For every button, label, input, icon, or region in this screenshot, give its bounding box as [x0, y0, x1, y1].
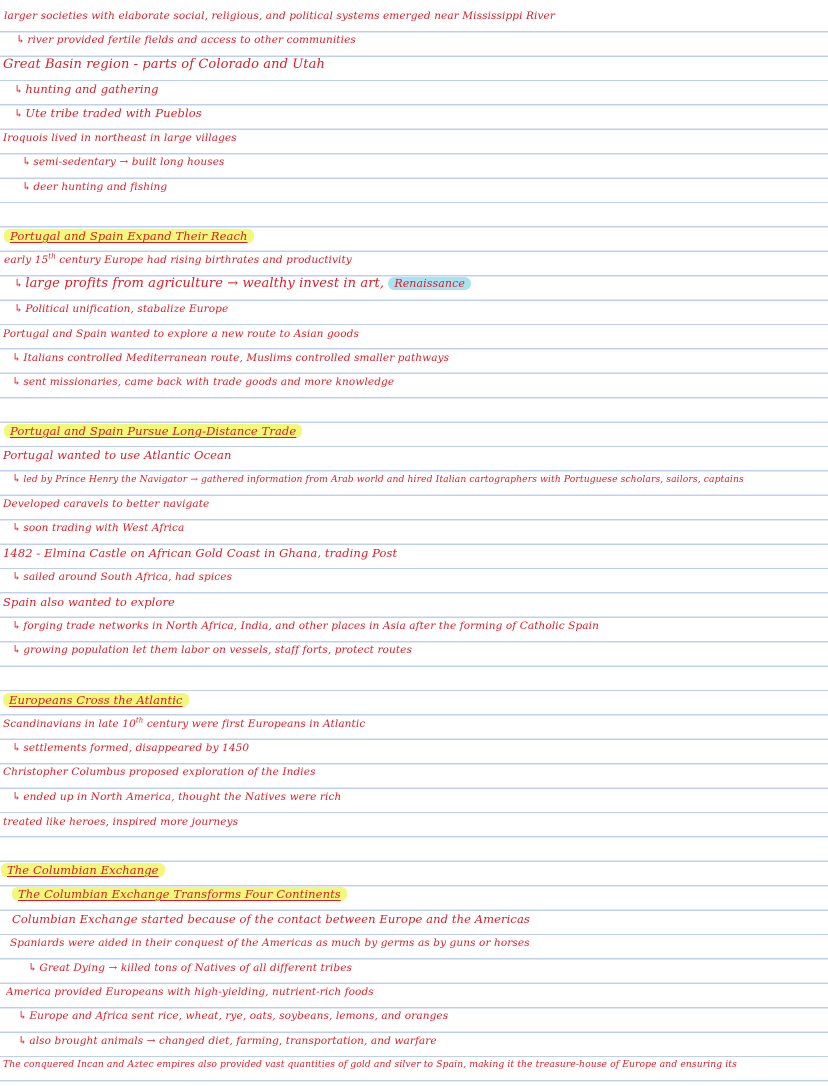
- sub-arrow-icon: ↳: [14, 302, 24, 315]
- note-text: Iroquois lived in northeast in large villages: [3, 132, 237, 144]
- note-line: [3, 55, 828, 75]
- note-line: [3, 1055, 828, 1075]
- note-line: [12, 518, 828, 538]
- note-line: [18, 1006, 828, 1026]
- note-text: Columbian Exchange started because of the contact between Europe and the Americas: [12, 912, 530, 926]
- sub-arrow-icon: ↳: [12, 472, 22, 485]
- section-heading: [3, 690, 828, 710]
- note-text: river provided fertile fields and access to other communities: [27, 34, 356, 46]
- note-text: sailed around South Africa, had spices: [23, 571, 233, 583]
- note-text: deer hunting and fishing: [33, 181, 168, 193]
- sub-arrow-icon: ↳: [28, 961, 38, 974]
- sub-arrow-icon: ↳: [14, 277, 24, 290]
- sub-arrow-icon: ↳: [22, 155, 32, 168]
- note-text: Spaniards were aided in their conquest of the Americas as much by germs as by guns or horses: [10, 937, 530, 949]
- note-text: Christopher Columbus proposed exploration of the Indies: [3, 766, 316, 778]
- note-line: [12, 909, 828, 929]
- note-text: ended up in North America, thought the Natives were rich: [23, 791, 342, 803]
- note-text: soon trading with West Africa: [23, 522, 185, 534]
- note-text: led by Prince Henry the Navigator → gathered information from Arab world and hired Italian cartographers with Portuguese scholars, sailors, captains: [23, 474, 744, 485]
- note-line: [12, 738, 828, 758]
- sub-arrow-icon: ↳: [12, 570, 22, 583]
- note-text: early 15: [4, 254, 49, 266]
- note-line: [6, 982, 828, 1002]
- note-line: [3, 762, 828, 782]
- note-line: [3, 445, 828, 465]
- heading-text: Portugal and Spain Expand Their Reach: [4, 229, 254, 243]
- note-line: [14, 79, 828, 99]
- section-heading: [1, 860, 828, 880]
- note-line: [3, 128, 828, 148]
- sub-arrow-icon: ↳: [14, 83, 24, 96]
- highlight-renaissance: Renaissance: [388, 277, 471, 290]
- sub-arrow-icon: ↳: [18, 1034, 28, 1047]
- note-text: larger societies with elaborate social, religious, and political systems emerged near Mississippi River: [4, 10, 555, 22]
- sub-arrow-icon: ↳: [12, 790, 22, 803]
- note-line: [18, 1031, 828, 1051]
- note-text: century Europe had rising birthrates and productivity: [55, 254, 352, 266]
- note-text: Scandinavians in late 10: [3, 718, 136, 730]
- subsection-heading: [12, 884, 828, 904]
- note-line: [10, 933, 828, 953]
- note-line: [22, 177, 828, 197]
- sub-arrow-icon: ↳: [12, 741, 22, 754]
- note-text: Europe and Africa sent rice, wheat, rye, oats, soybeans, lemons, and oranges: [29, 1010, 449, 1022]
- section-heading: [4, 226, 828, 246]
- note-line: [12, 616, 828, 636]
- sub-arrow-icon: ↳: [18, 1009, 28, 1022]
- note-text: Political unification, stabalize Europe: [25, 303, 229, 315]
- sub-arrow-icon: ↳: [16, 33, 26, 46]
- note-text: Spain also wanted to explore: [3, 595, 175, 609]
- note-text: America provided Europeans with high-yielding, nutrient-rich foods: [6, 986, 374, 998]
- note-text: treated like heroes, inspired more journeys: [3, 816, 239, 828]
- note-text: settlements formed, disappeared by 1450: [23, 742, 250, 754]
- note-line: [12, 640, 828, 660]
- note-superscript: th: [135, 716, 144, 725]
- note-line: [16, 30, 828, 50]
- sub-arrow-icon: ↳: [12, 375, 22, 388]
- note-line: [14, 274, 828, 294]
- note-line: [3, 592, 828, 612]
- note-line: [3, 324, 828, 344]
- note-line: [12, 567, 828, 587]
- note-line: [12, 787, 828, 807]
- note-line: [12, 469, 828, 489]
- note-text: semi-sedentary → built long houses: [33, 156, 225, 168]
- note-text: hunting and gathering: [25, 82, 159, 96]
- heading-text: Portugal and Spain Pursue Long-Distance Trade: [4, 424, 302, 438]
- sub-arrow-icon: ↳: [22, 180, 32, 193]
- heading-text: Europeans Cross the Atlantic: [3, 693, 189, 707]
- note-line: [28, 958, 828, 978]
- note-text: Portugal and Spain wanted to explore a new route to Asian goods: [3, 328, 359, 340]
- heading-text: The Columbian Exchange Transforms Four Continents: [12, 887, 347, 901]
- note-text: 1482 - Elmina Castle on African Gold Coast in Ghana, trading Post: [3, 546, 398, 560]
- note-text: Great Dying → killed tons of Natives of all different tribes: [39, 962, 353, 974]
- note-text: Portugal wanted to use Atlantic Ocean: [3, 448, 232, 462]
- sub-arrow-icon: ↳: [12, 619, 22, 632]
- note-text: large profits from agriculture → wealthy invest in art,: [25, 276, 385, 291]
- section-heading: [4, 421, 828, 441]
- note-line: [3, 494, 828, 514]
- note-text: sent missionaries, came back with trade goods and more knowledge: [23, 376, 395, 388]
- note-text: Ute tribe traded with Pueblos: [25, 106, 202, 120]
- note-line: [12, 348, 828, 368]
- note-text: growing population let them labor on vessels, staff forts, protect routes: [23, 644, 412, 656]
- sub-arrow-icon: ↳: [12, 521, 22, 534]
- note-line: [4, 6, 828, 26]
- note-text: Developed caravels to better navigate: [3, 498, 210, 510]
- note-line: [3, 543, 828, 563]
- note-line: [3, 714, 828, 734]
- sub-arrow-icon: ↳: [12, 351, 22, 364]
- note-text: Great Basin region - parts of Colorado and Utah: [3, 57, 325, 72]
- note-text: century were first Europeans in Atlantic: [143, 718, 366, 730]
- note-line: [12, 372, 828, 392]
- note-superscript: th: [48, 252, 56, 261]
- note-text: also brought animals → changed diet, farming, transportation, and warfare: [29, 1035, 437, 1047]
- sub-arrow-icon: ↳: [12, 643, 22, 656]
- sub-arrow-icon: ↳: [14, 107, 24, 120]
- note-line: [3, 812, 828, 832]
- note-line: [14, 299, 828, 319]
- note-text: The conquered Incan and Aztec empires also provided vast quantities of gold and silver to Spain, making it the treasure-house of Europe and ensuring its: [3, 1059, 737, 1070]
- note-line: [14, 103, 828, 123]
- heading-text: The Columbian Exchange: [1, 863, 165, 877]
- note-text: Italians controlled Mediterranean route, Muslims controlled smaller pathways: [23, 352, 450, 364]
- note-line: [4, 250, 828, 270]
- note-text: forging trade networks in North Africa, India, and other places in Asia after the forming of Catholic Spain: [23, 620, 599, 632]
- note-line: [22, 152, 828, 172]
